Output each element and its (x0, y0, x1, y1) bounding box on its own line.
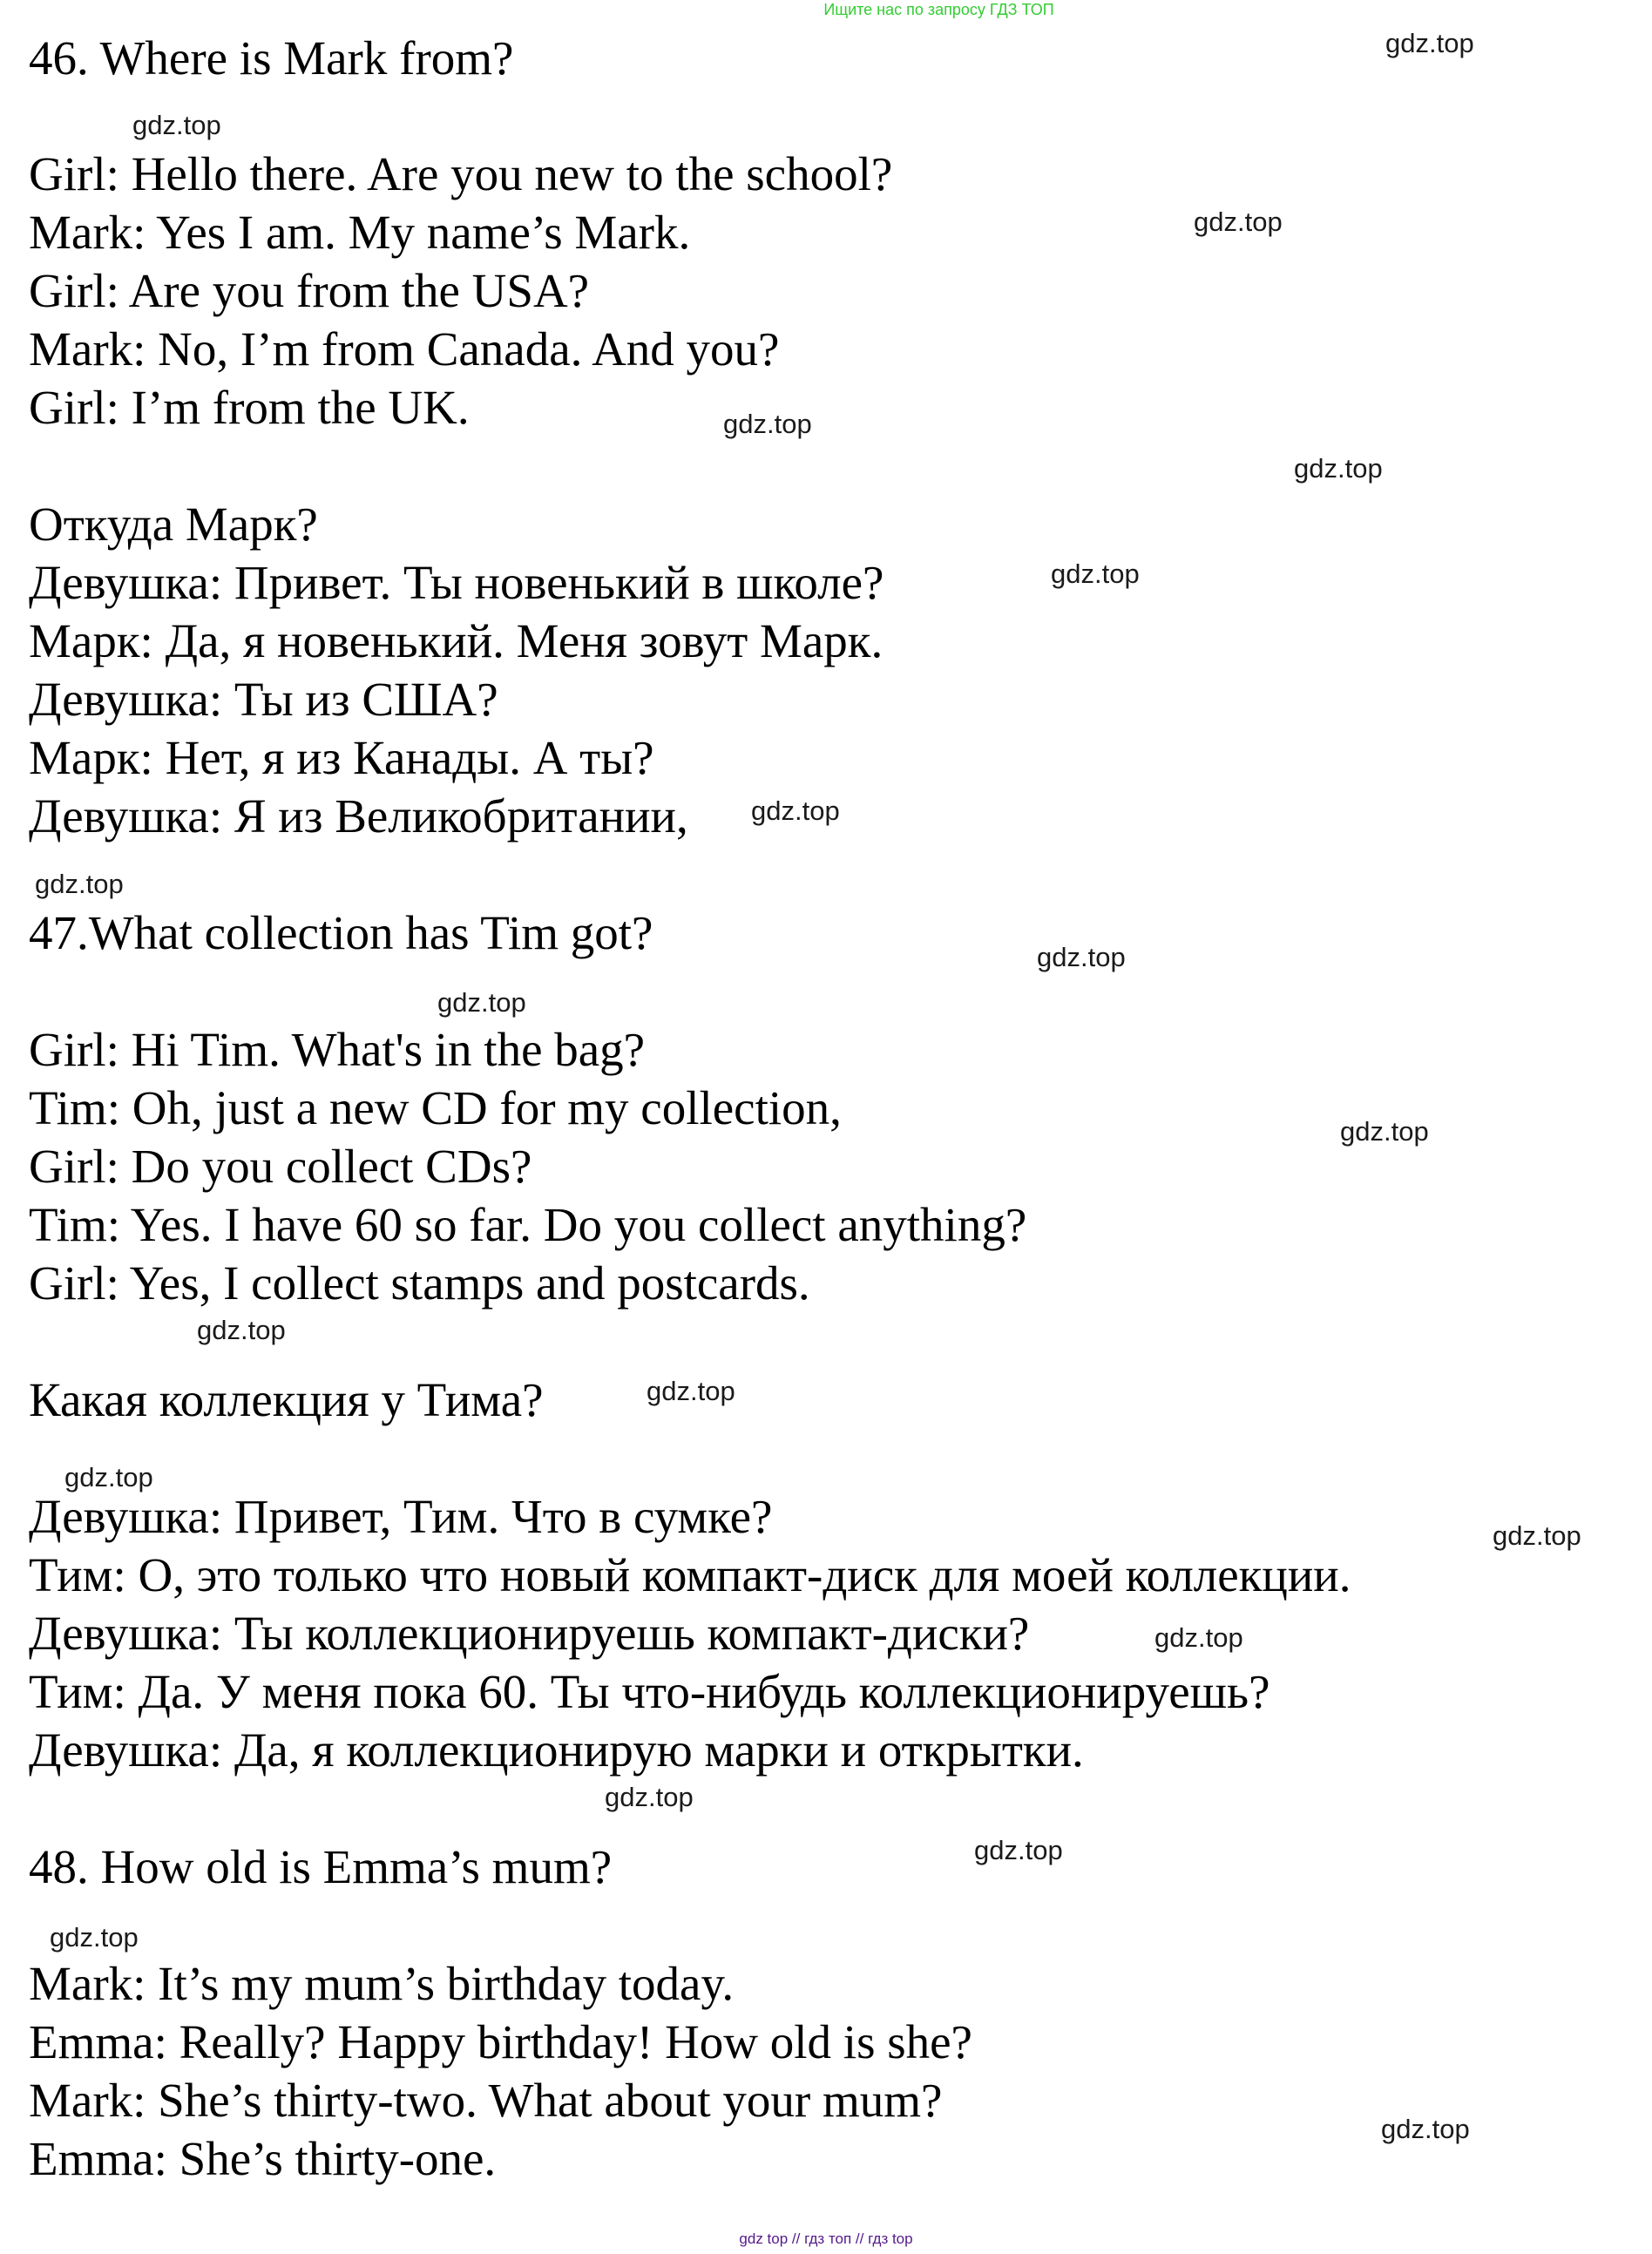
text-line: Girl: Yes, I collect stamps and postcards. (29, 1256, 810, 1310)
translation-47-title: Какая коллекция у Тима? (29, 1373, 544, 1426)
watermark: gdz.top (974, 1835, 1063, 1865)
watermark: gdz.top (1381, 2114, 1470, 2144)
text-line: Марк: Да, я новенький. Меня зовут Марк. (29, 614, 884, 667)
watermark: gdz.top (1340, 1116, 1429, 1147)
text-line: Девушка: Ты из США? (29, 673, 498, 726)
text-line: Девушка: Ты коллекционируешь компакт-диски? (29, 1607, 1030, 1660)
text-line: Girl: Hello there. Are you new to the school? (29, 147, 893, 200)
watermark: gdz.top (437, 987, 526, 1018)
text-line: Девушка: Да, я коллекционирую марки и открытки. (29, 1723, 1084, 1777)
text-line: Девушка: Я из Великобритании, (29, 789, 688, 843)
translation-46-title: Откуда Марк? (29, 498, 318, 551)
text-line: Mark: Yes I am. My name’s Mark. (29, 206, 691, 259)
bottom-banner: gdz top // гдз топ // гдз top (739, 2230, 913, 2247)
watermark: gdz.top (1493, 1520, 1581, 1551)
text-line: Girl: Hi Tim. What's in the bag? (29, 1023, 646, 1076)
exercise-47-title: 47.What collection has Tim got? (29, 906, 653, 959)
text-line: Mark: No, I’m from Canada. And you? (29, 322, 780, 376)
watermark: gdz.top (132, 110, 221, 140)
watermark: gdz.top (1385, 28, 1474, 58)
text-line: Тим: О, это только что новый компакт-диск для моей коллекции. (29, 1548, 1351, 1601)
watermark: gdz.top (1051, 558, 1140, 589)
text-line: Tim: Oh, just a new CD for my collection, (29, 1081, 842, 1134)
text-line: Mark: She’s thirty-two. What about your mum? (29, 2074, 943, 2127)
text-line: Марк: Нет, я из Канады. А ты? (29, 731, 654, 784)
text-line: Girl: Are you from the USA? (29, 264, 590, 317)
watermark: gdz.top (1294, 453, 1383, 484)
watermark: gdz.top (197, 1315, 286, 1345)
text-line: Emma: Really? Happy birthday! How old is she? (29, 2015, 972, 2068)
text-line: Girl: I’m from the UK. (29, 381, 470, 434)
watermark: gdz.top (64, 1462, 153, 1493)
text-line: Девушка: Привет. Ты новенький в школе? (29, 556, 884, 609)
watermark: gdz.top (35, 869, 124, 899)
top-banner: Ищите нас по запросу ГДЗ ТОП (823, 1, 1054, 18)
text-line: Девушка: Привет, Тим. Что в сумке? (29, 1490, 773, 1543)
watermark: gdz.top (1194, 206, 1283, 237)
text-line: Tim: Yes. I have 60 so far. Do you collect anything? (29, 1198, 1027, 1251)
text-line: Emma: She’s thirty-one. (29, 2132, 497, 2185)
text-line: Girl: Do you collect CDs? (29, 1140, 532, 1193)
watermark: gdz.top (723, 409, 812, 439)
watermark: gdz.top (647, 1376, 735, 1406)
exercise-48-title: 48. How old is Emma’s mum? (29, 1840, 613, 1893)
watermark: gdz.top (605, 1782, 694, 1812)
exercise-46-title: 46. Where is Mark from? (29, 31, 514, 85)
watermark: gdz.top (1154, 1622, 1243, 1653)
watermark: gdz.top (1037, 942, 1126, 972)
watermark: gdz.top (751, 795, 840, 826)
text-line: Тим: Да. У меня пока 60. Ты что-нибудь коллекционируешь? (29, 1665, 1270, 1718)
text-line: Mark: It’s my mum’s birthday today. (29, 1957, 735, 2010)
watermark: gdz.top (50, 1922, 139, 1953)
